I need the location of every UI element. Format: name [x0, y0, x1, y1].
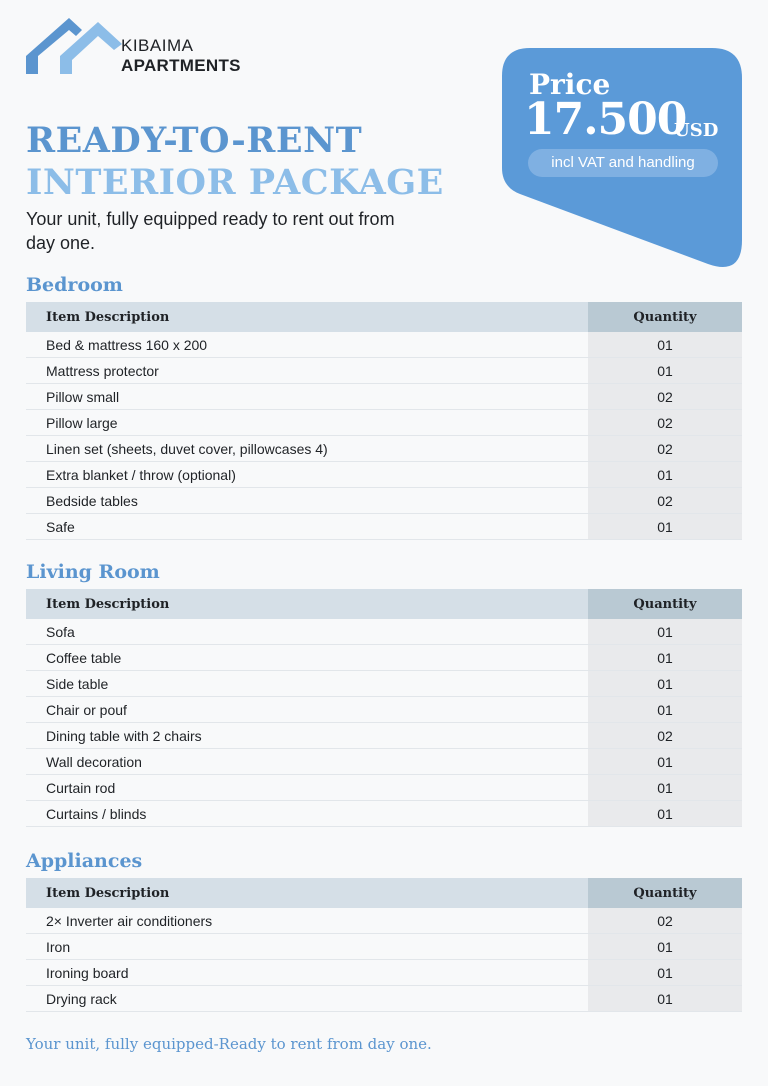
price-amount: 17.500 — [524, 94, 687, 145]
footer-tagline: Your unit, fully equipped-Ready to rent from day one. — [26, 1035, 432, 1053]
section-title: Bedroom — [26, 274, 123, 296]
table-row — [26, 436, 742, 462]
quantity-cell: 02 — [588, 384, 742, 410]
item-cell: Bedside tables — [26, 488, 588, 514]
item-cell: Bed & mattress 160 x 200 — [26, 332, 588, 358]
quantity-cell: 01 — [588, 934, 742, 960]
quantity-cell: 02 — [588, 723, 742, 749]
section-bedroom — [26, 270, 742, 540]
items-table — [26, 589, 742, 827]
price-currency: USD — [674, 120, 719, 141]
table-row — [26, 934, 742, 960]
quantity-cell: 01 — [588, 960, 742, 986]
quantity-cell: 01 — [588, 332, 742, 358]
quantity-cell: 02 — [588, 488, 742, 514]
quantity-cell: 01 — [588, 619, 742, 645]
table-row — [26, 908, 742, 934]
quantity-header: Quantity — [588, 878, 742, 908]
price-badge — [500, 44, 746, 272]
table-row — [26, 488, 742, 514]
quantity-cell: 01 — [588, 671, 742, 697]
table-row — [26, 801, 742, 827]
quantity-cell: 02 — [588, 410, 742, 436]
house-roof-icon — [24, 16, 124, 76]
table-header-row — [26, 302, 742, 332]
item-cell: Sofa — [26, 619, 588, 645]
page-title-line2: INTERIOR PACKAGE — [26, 162, 444, 203]
quantity-cell: 01 — [588, 986, 742, 1012]
item-cell: Dining table with 2 chairs — [26, 723, 588, 749]
item-cell: Linen set (sheets, duvet cover, pillowcases 4) — [26, 436, 588, 462]
table-row — [26, 358, 742, 384]
table-row — [26, 384, 742, 410]
item-cell: Coffee table — [26, 645, 588, 671]
quantity-cell: 01 — [588, 645, 742, 671]
item-description-header: Item Description — [26, 589, 588, 619]
item-cell: Safe — [26, 514, 588, 540]
item-cell: Side table — [26, 671, 588, 697]
quantity-header: Quantity — [588, 589, 742, 619]
item-cell: Extra blanket / throw (optional) — [26, 462, 588, 488]
brand-name-line2: APARTMENTS — [121, 56, 241, 75]
section-title: Appliances — [26, 850, 143, 872]
quantity-cell: 02 — [588, 436, 742, 462]
table-header-row — [26, 878, 742, 908]
table-row — [26, 514, 742, 540]
item-cell: Iron — [26, 934, 588, 960]
table-row — [26, 960, 742, 986]
table-row — [26, 619, 742, 645]
item-description-header: Item Description — [26, 878, 588, 908]
page-subtitle: Your unit, fully equipped ready to rent out from day one. — [26, 209, 395, 253]
items-table — [26, 878, 742, 1012]
item-cell: Curtain rod — [26, 775, 588, 801]
quantity-cell: 01 — [588, 358, 742, 384]
quantity-cell: 01 — [588, 801, 742, 827]
table-row — [26, 986, 742, 1012]
price-note-pill: incl VAT and handling — [528, 149, 718, 177]
table-row — [26, 697, 742, 723]
table-row — [26, 410, 742, 436]
item-cell: Chair or pouf — [26, 697, 588, 723]
table-row — [26, 775, 742, 801]
page-title-line1: READY-TO-RENT — [26, 120, 363, 161]
section-title: Living Room — [26, 561, 160, 583]
item-cell: Drying rack — [26, 986, 588, 1012]
item-cell: 2× Inverter air conditioners — [26, 908, 588, 934]
table-row — [26, 332, 742, 358]
quantity-cell: 02 — [588, 908, 742, 934]
table-row — [26, 671, 742, 697]
table-header-row — [26, 589, 742, 619]
table-row — [26, 749, 742, 775]
brand-name-line1: KIBAIMA — [121, 36, 194, 55]
quantity-cell: 01 — [588, 697, 742, 723]
section-living-room — [26, 557, 742, 827]
price-label: Price — [529, 68, 611, 101]
item-cell: Pillow large — [26, 410, 588, 436]
section-appliances — [26, 846, 742, 1012]
item-cell: Ironing board — [26, 960, 588, 986]
item-cell: Pillow small — [26, 384, 588, 410]
quantity-cell: 01 — [588, 514, 742, 540]
quantity-cell: 01 — [588, 462, 742, 488]
table-row — [26, 645, 742, 671]
item-description-header: Item Description — [26, 302, 588, 332]
item-cell: Mattress protector — [26, 358, 588, 384]
table-row — [26, 723, 742, 749]
quantity-header: Quantity — [588, 302, 742, 332]
table-row — [26, 462, 742, 488]
item-cell: Curtains / blinds — [26, 801, 588, 827]
quantity-cell: 01 — [588, 775, 742, 801]
items-table — [26, 302, 742, 540]
item-cell: Wall decoration — [26, 749, 588, 775]
quantity-cell: 01 — [588, 749, 742, 775]
brand-logo — [24, 16, 254, 78]
